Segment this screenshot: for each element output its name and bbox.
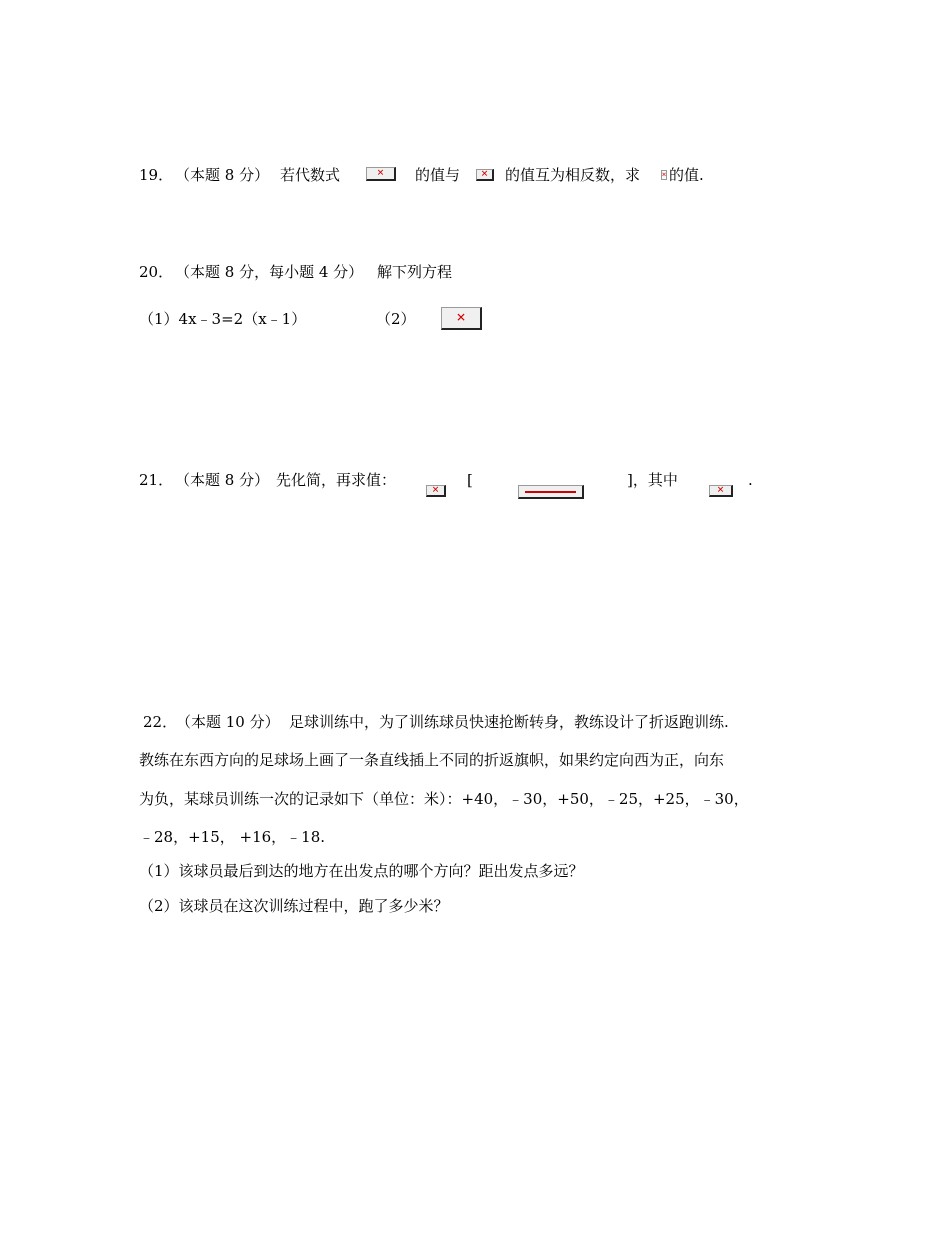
question-20-parts bbox=[139, 309, 839, 329]
question-number: 22． bbox=[143, 713, 178, 731]
bracket-open: [ bbox=[467, 471, 473, 489]
question-22-line-2 bbox=[139, 750, 839, 770]
broken-image-icon: ✕ bbox=[441, 307, 482, 330]
question-22-line-3 bbox=[139, 789, 839, 809]
sub-question-2: （2） bbox=[376, 310, 416, 328]
question-points: （本题 8 分） bbox=[175, 471, 270, 489]
question-points: （本题 8 分） bbox=[175, 166, 270, 184]
question-text: ﹣28，+15， +16，﹣18. bbox=[139, 828, 326, 846]
sub-question-2: （2）该球员在这次训练过程中，跑了多少米？ bbox=[139, 897, 449, 915]
question-text: 的值. bbox=[669, 166, 704, 184]
question-text: 教练在东西方向的足球场上画了一条直线插上不同的折返旗帜，如果约定向西为正，向东 bbox=[139, 751, 725, 769]
question-text: 先化简，再求值： bbox=[276, 471, 397, 489]
question-number: 20． bbox=[139, 263, 174, 281]
question-points: （本题 8 分，每小题 4 分） bbox=[175, 263, 364, 281]
broken-image-icon: ✕ bbox=[709, 485, 733, 497]
question-text: 的值与 bbox=[415, 166, 461, 184]
question-number: 19． bbox=[139, 166, 174, 184]
question-20 bbox=[139, 262, 839, 282]
broken-image-icon bbox=[518, 485, 584, 499]
question-number: 21． bbox=[139, 471, 174, 489]
question-22-sub-1 bbox=[139, 861, 839, 881]
broken-image-icon: ✕ bbox=[476, 169, 494, 181]
question-22-line-1 bbox=[143, 712, 843, 732]
question-22-line-4 bbox=[139, 827, 839, 847]
question-text: 解下列方程 bbox=[377, 263, 453, 281]
broken-image-icon: ✕ bbox=[661, 171, 667, 179]
question-21 bbox=[139, 470, 839, 495]
question-text: 的值互为相反数，求 bbox=[505, 166, 641, 184]
question-text: 为负，某球员训练一次的记录如下（单位：米）：+40，﹣30，+50，﹣25，+25，﹣30， bbox=[139, 790, 749, 808]
question-text: 若代数式 bbox=[280, 166, 341, 184]
question-19 bbox=[139, 165, 839, 185]
question-points: （本题 10 分） bbox=[176, 713, 280, 731]
sub-question-1: （1）该球员最后到达的地方在出发点的哪个方向？距出发点多远？ bbox=[139, 862, 584, 880]
question-text: 足球训练中，为了训练球员快速抢断转身，教练设计了折返跑训练. bbox=[289, 713, 729, 731]
bracket-close: ]，其中 bbox=[627, 471, 678, 489]
question-22-sub-2 bbox=[139, 896, 839, 916]
period: . bbox=[748, 471, 753, 489]
broken-image-icon: ✕ bbox=[366, 167, 396, 181]
sub-question-1: （1）4x﹣3=2（x﹣1） bbox=[139, 310, 307, 328]
broken-image-icon: ✕ bbox=[426, 485, 446, 497]
